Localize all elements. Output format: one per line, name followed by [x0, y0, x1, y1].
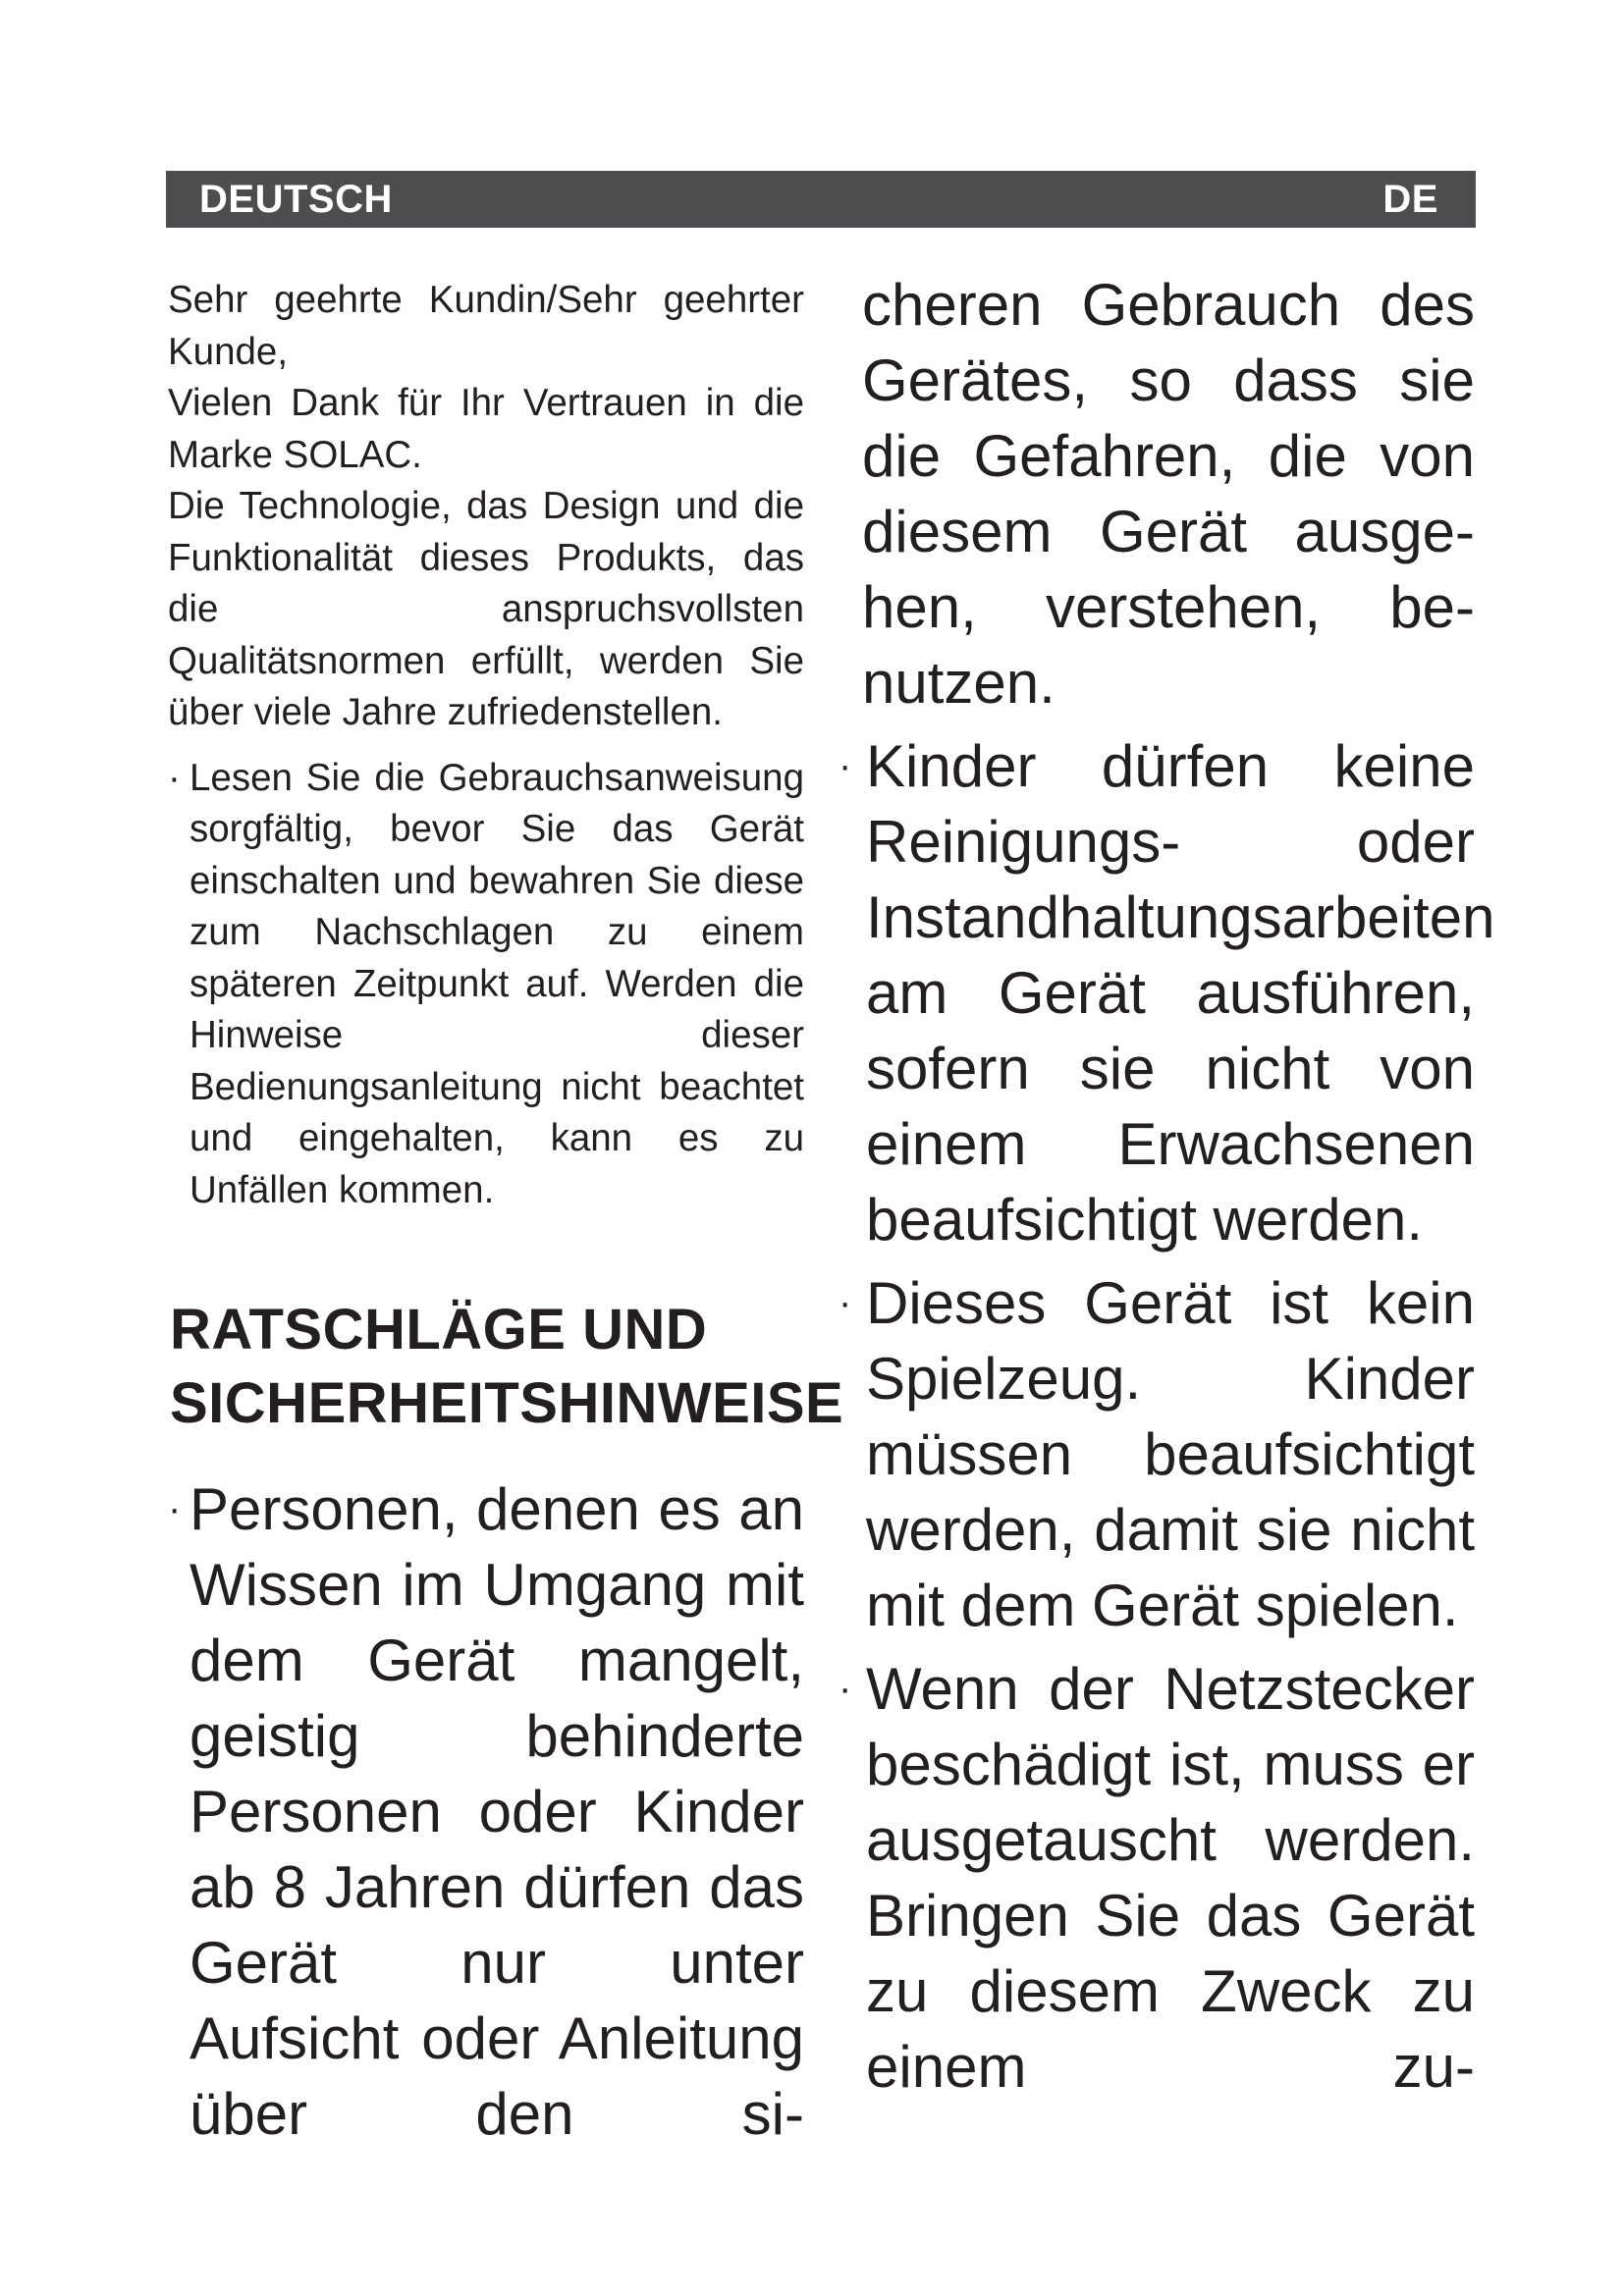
safety-text: Dieses Gerät ist kein Spielzeug. Kinder müssen beaufsichtigt werden, damit sie nicht mit dem Gerät spielen. — [866, 1270, 1475, 1638]
intro-technology: Die Technologie, das Design und die Funktionalität dieses Produkts, das die anspruchsvollsten Qualitätsnormen erfüllt, werden Sie über viele Jahre zufriedenstellen. — [168, 485, 804, 733]
read-instructions-note — [168, 753, 804, 1217]
intro-greeting: Sehr geehrte Kundin/Sehr geehrter Kunde, — [168, 279, 804, 373]
left-column — [168, 275, 844, 2152]
safety-item-continued — [862, 267, 1475, 721]
language-code: DE — [1382, 178, 1438, 221]
bullet-dot: · — [839, 744, 852, 787]
right-column — [839, 267, 1495, 2105]
bullet-dot: · — [168, 1487, 182, 1530]
safety-text-first-part: Personen, denen es an Wissen im Umgang mit dem Gerät mangelt, geistig behinderte Personen oder Kinder ab 8 Jahren dürfen das Gerät nur unter Aufsicht oder Anleitung über den si- — [189, 1476, 804, 2147]
section-heading: RATSCHLÄGE UND SICHERHEITSHINWEISE — [170, 1298, 844, 1435]
bullet-dot: · — [839, 1281, 852, 1324]
intro-thanks: Vielen Dank für Ihr Vertrauen in die Marke SOLAC. — [168, 382, 804, 476]
safety-item — [839, 1265, 1475, 1643]
safety-text: Wenn der Netzstecker beschädigt ist, muss er ausgetauscht werden. Bringen Sie das Gerät zu diesem Zweck zu einem zu- — [866, 1656, 1475, 2100]
safety-text-second-part: cheren Gebrauch des Gerätes, so dass sie die Gefahren, die von diesem Gerät ausgehen, verstehen, benutzen. — [862, 272, 1475, 716]
bullet-dot: · — [168, 756, 181, 799]
read-instructions-text: Lesen Sie die Gebrauchsanweisung sorgfältig, bevor Sie das Gerät einschalten und bewahren Sie diese zum Nachschlagen zu einem späteren Zeitpunkt auf. Werden die Hinweise dieser Bedienungsanleitung nicht beachtet und eingehalten, kann es zu Unfällen kommen. — [189, 756, 804, 1211]
safety-item — [839, 1651, 1475, 2105]
safety-item — [168, 1471, 804, 2152]
language-name: DEUTSCH — [199, 178, 393, 221]
bullet-dot: · — [839, 1667, 852, 1710]
safety-item — [839, 728, 1495, 1257]
language-header-bar — [166, 171, 1476, 228]
intro-block — [168, 275, 804, 739]
safety-text: Kinder dürfen keine Reinigungs- oder Instandhaltungsarbeiten am Gerät ausführen, sofern sie nicht von einem Erwachsenen beaufsichtigt werden. — [866, 733, 1495, 1253]
